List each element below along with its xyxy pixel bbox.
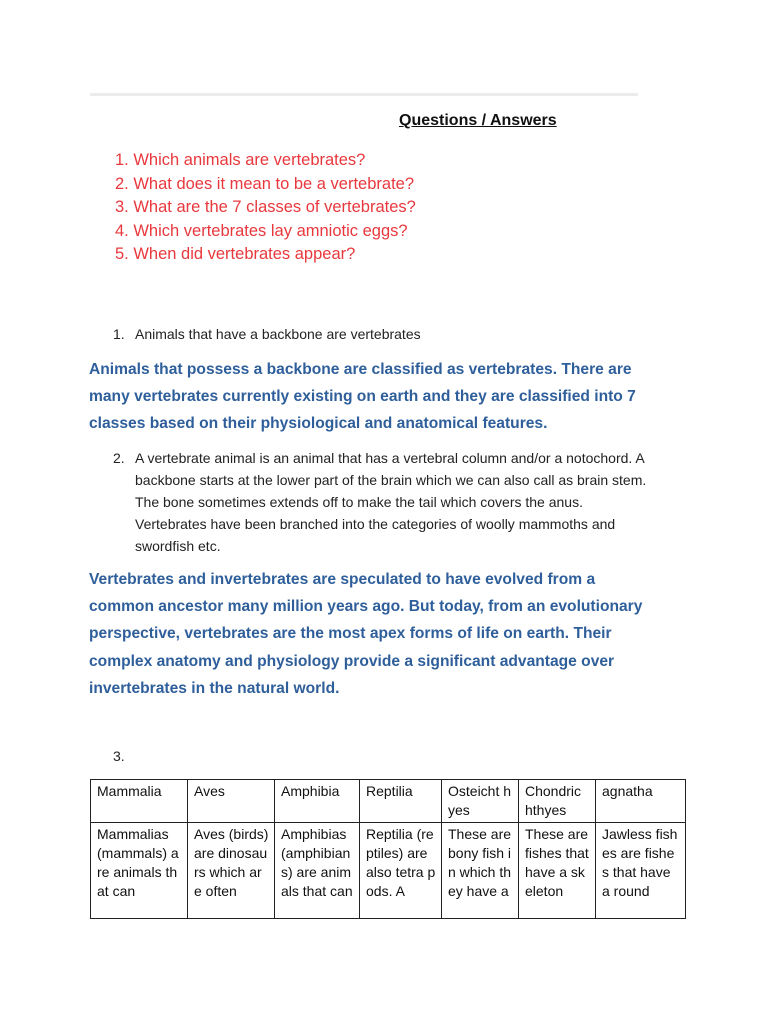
answer-text: Animals that have a backbone are vertebrates <box>135 326 421 342</box>
highlight-line: common ancestor many million years ago. But today, from an evolutionary <box>89 598 643 616</box>
table-cell: Reptilia (reptiles) are also tetra pods. A <box>360 823 442 919</box>
table-header-cell: Amphibia <box>275 780 360 823</box>
table-cell: Amphibias (amphibians) are animals that can <box>275 823 360 919</box>
question-item: 2. What does it mean to be a vertebrate? <box>115 174 415 193</box>
highlight-line: many vertebrates currently existing on earth and they are classified into 7 <box>89 388 636 405</box>
classes-table <box>90 779 686 919</box>
answer-1-highlight <box>89 356 636 437</box>
table-header-cell: Chondric hthyes <box>519 780 596 823</box>
page-heading: Questions / Answers <box>399 112 557 129</box>
highlight-line: perspective, vertebrates are the most apex forms of life on earth. Their <box>89 625 612 643</box>
answer-2-highlight <box>89 566 642 702</box>
table-header-cell: agnatha <box>596 780 686 823</box>
question-item: 4. Which vertebrates lay amniotic eggs? <box>115 221 408 240</box>
answer-number: 3. <box>113 748 125 764</box>
vertebrate-classes-table <box>90 779 686 919</box>
question-list <box>115 149 416 267</box>
table-header-cell: Reptilia <box>360 780 442 823</box>
table-cell: Jawless fishes are fishes that have a round <box>596 823 686 919</box>
answer-line: A vertebrate animal is an animal that has a vertebral column and/or a notochord. A <box>135 450 645 466</box>
answer-line: The bone sometimes extends off to make the tail which covers the anus. <box>135 494 583 510</box>
table-header-cell: Mammalia <box>91 780 188 823</box>
table-header-cell: Aves <box>188 780 275 823</box>
highlight-line: classes based on their physiological and anatomical features. <box>89 415 548 432</box>
highlight-line: Vertebrates and invertebrates are speculated to have evolved from a <box>89 571 596 588</box>
answer-2 <box>113 447 673 559</box>
question-item: 5. When did vertebrates appear? <box>115 245 356 264</box>
table-cell: These are fishes that have a skeleton <box>519 823 596 919</box>
answer-number: 2. <box>113 450 125 466</box>
highlight-line: invertebrates in the natural world. <box>89 679 340 697</box>
answer-text <box>135 447 675 557</box>
question-item: 1. Which animals are vertebrates? <box>115 151 366 169</box>
table-cell: Mammalias (mammals) are animals that can <box>91 823 188 919</box>
answer-line: Vertebrates have been branched into the categories of woolly mammoths and <box>135 516 616 532</box>
highlight-line: Animals that possess a backbone are classified as vertebrates. There are <box>89 361 632 378</box>
table-header-cell: Osteicht hyes <box>442 780 519 823</box>
table-cell: Aves (birds) are dinosaurs which are often <box>188 823 275 919</box>
table-row <box>91 823 686 919</box>
table-header-row <box>91 780 686 823</box>
answer-line: swordfish etc. <box>135 538 221 554</box>
answer-1 <box>113 323 673 345</box>
table-cell: These are bony fish in which they have a <box>442 823 519 919</box>
answer-line: backbone starts at the lower part of the brain which we can also call as brain stem. <box>135 472 647 488</box>
answer-3 <box>113 745 153 767</box>
question-item: 3. What are the 7 classes of vertebrates? <box>115 198 416 217</box>
top-divider <box>90 93 638 96</box>
answer-number: 1. <box>113 326 125 342</box>
highlight-line: complex anatomy and physiology provide a significant advantage over <box>89 652 615 670</box>
